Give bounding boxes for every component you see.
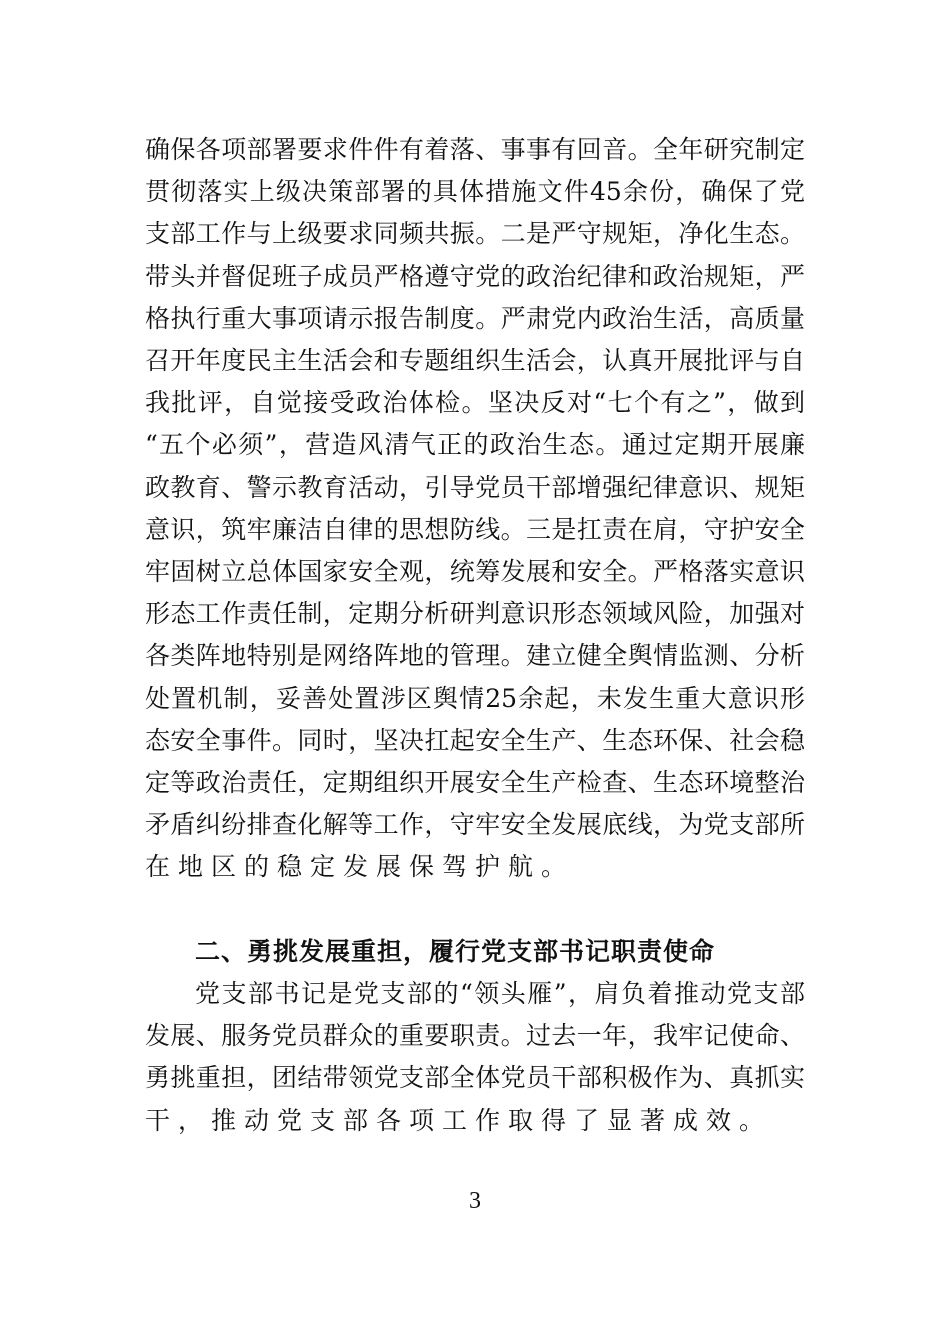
text-line: 党支部书记是党支部的“领头雁”，肩负着推动党支部 <box>195 979 805 1008</box>
section-heading: 二、勇挑发展重担，履行党支部书记职责使命 <box>195 937 716 966</box>
text-line: 发展、服务党员群众的重要职责。过去一年，我牢记使命、 <box>145 1021 805 1051</box>
text-line: 带头并督促班子成员严格遵守党的政治纪律和政治规矩，严 <box>145 261 805 291</box>
text-line: 召开年度民主生活会和专题组织生活会，认真开展批评与自 <box>145 346 805 375</box>
text-line: 矛盾纠纷排查化解等工作，守牢安全发展底线，为党支部所 <box>145 810 805 840</box>
text-line: 定等政治责任，定期组织开展安全生产检查、生态环境整治 <box>145 768 805 797</box>
text-line: 各类阵地特别是网络阵地的管理。建立健全舆情监测、分析 <box>145 641 805 671</box>
text-line: 确保各项部署要求件件有着落、事事有回音。全年研究制定 <box>145 135 805 164</box>
text-line: 态安全事件。同时，坚决扛起安全生产、生态环保、社会稳 <box>145 725 805 755</box>
text-line: 勇挑重担，团结带领党支部全体党员干部积极作为、真抓实 <box>145 1063 805 1093</box>
text-line: “五个必须”，营造风清气正的政治生态。通过定期开展廉 <box>145 430 805 460</box>
text-line: 牢固树立总体国家安全观，统筹发展和安全。严格落实意识 <box>145 557 805 586</box>
text-line: 意识，筑牢廉洁自律的思想防线。三是扛责在肩，守护安全 <box>145 514 805 544</box>
text-line: 在地区的稳定发展保驾护航。 <box>145 852 575 882</box>
text-line: 格执行重大事项请示报告制度。严肃党内政治生活，高质量 <box>145 303 805 333</box>
text-line: 处置机制，妥善处置涉区舆情25余起，未发生重大意识形 <box>145 683 805 713</box>
text-line: 形态工作责任制，定期分析研判意识形态领域风险，加强对 <box>145 599 805 629</box>
text-line: 我批评，自觉接受政治体检。坚决反对“七个有之”，做到 <box>145 388 805 418</box>
page-number: 3 <box>469 1188 481 1214</box>
text-line: 政教育、警示教育活动，引导党员干部增强纪律意识、规矩 <box>145 472 805 502</box>
text-line: 贯彻落实上级决策部署的具体措施文件45余份，确保了党 <box>145 177 805 207</box>
text-line: 干，推动党支部各项工作取得了显著成效。 <box>145 1105 773 1135</box>
text-line: 支部工作与上级要求同频共振。二是严守规矩，净化生态。 <box>145 219 805 249</box>
